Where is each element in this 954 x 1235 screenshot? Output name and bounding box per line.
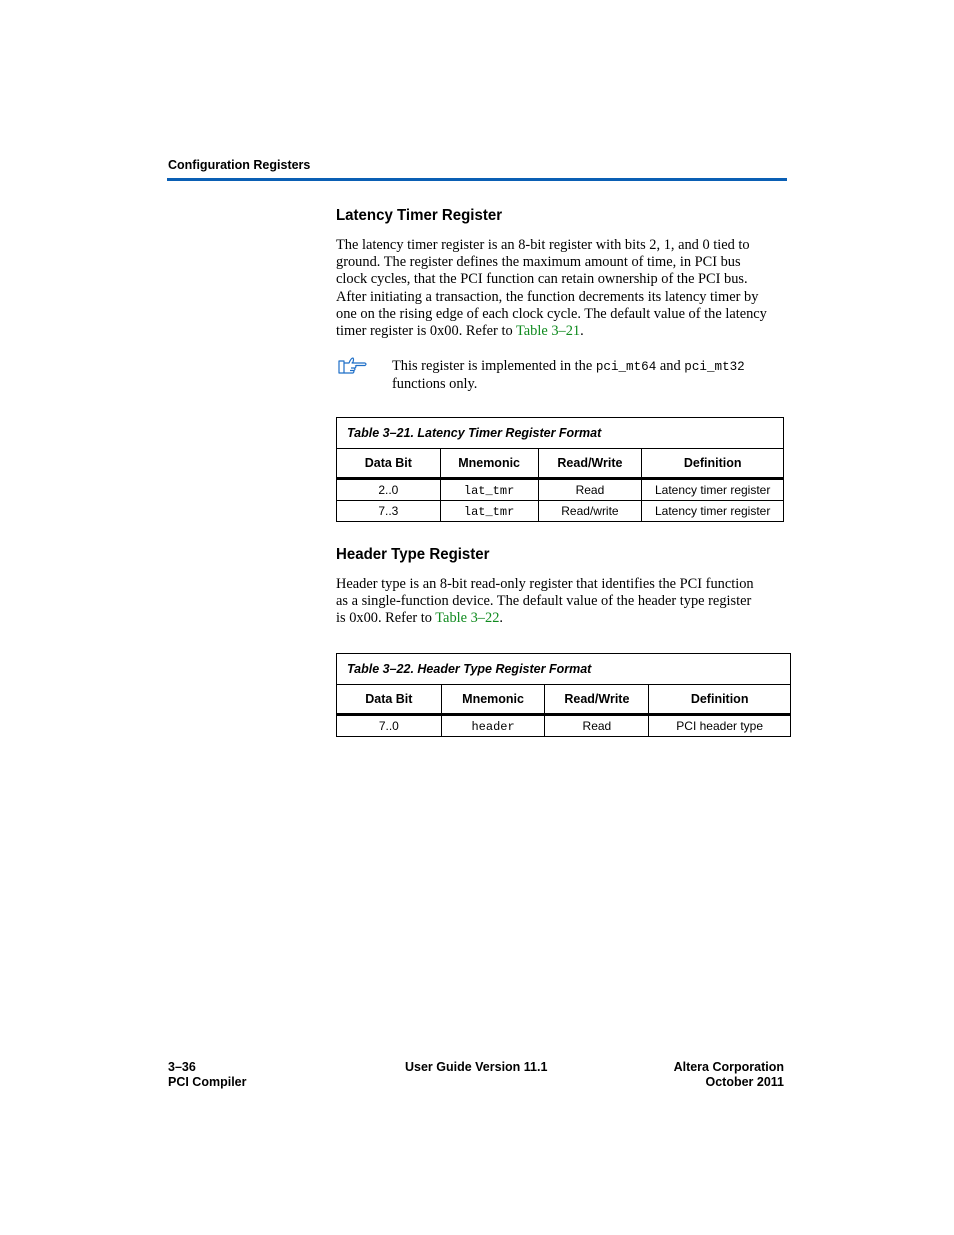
header-rule xyxy=(167,178,787,181)
code-pci-mt64: pci_mt64 xyxy=(595,360,657,374)
publication-date: October 2011 xyxy=(705,1075,784,1089)
table-cell: Read/write xyxy=(538,501,642,522)
note-text: This register is implemented in the pci_mt64 and pci_mt32 functions only. xyxy=(392,358,745,393)
paragraph-line: is 0x00. Refer to Table 3–22. xyxy=(336,610,504,627)
table-cell: header xyxy=(441,715,545,737)
table-header-row xyxy=(337,685,791,715)
table-row xyxy=(337,715,791,737)
paragraph-line: ground. The register defines the maximum amount of time, in PCI bus xyxy=(336,254,741,271)
code-pci-mt32: pci_mt32 xyxy=(684,360,745,374)
table-cell: PCI header type xyxy=(649,715,791,737)
table-cell: lat_tmr xyxy=(440,501,538,522)
table-row xyxy=(337,479,784,501)
footer-right xyxy=(604,1060,784,1090)
column-header: Definition xyxy=(642,449,784,479)
page-number: 3–36 xyxy=(168,1060,196,1074)
paragraph-line: After initiating a transaction, the function decrements its latency timer by xyxy=(336,288,759,305)
header-type-table xyxy=(336,653,791,737)
column-header: Definition xyxy=(649,685,791,715)
column-header: Mnemonic xyxy=(441,685,545,715)
table-cell: Latency timer register xyxy=(642,501,784,522)
table-caption: Table 3–21. Latency Timer Register Format xyxy=(337,418,784,449)
latency-timer-table xyxy=(336,417,784,522)
paragraph-line: timer register is 0x00. Refer to Table 3–21. xyxy=(336,322,584,339)
section-heading-header-type: Header Type Register xyxy=(336,546,490,563)
column-header: Mnemonic xyxy=(440,449,538,479)
column-header: Read/Write xyxy=(545,685,649,715)
table-row xyxy=(337,501,784,522)
product-name: PCI Compiler xyxy=(168,1075,247,1089)
table-3-21-link[interactable]: Table 3–21 xyxy=(515,322,581,339)
latency-timer-paragraph xyxy=(336,237,786,340)
footer-left xyxy=(168,1060,247,1090)
paragraph-line: Header type is an 8-bit read-only register that identifies the PCI function xyxy=(336,576,754,592)
table-caption: Table 3–22. Header Type Register Format xyxy=(337,654,791,685)
company-name: Altera Corporation xyxy=(673,1060,784,1074)
table-3-22-link[interactable]: Table 3–22 xyxy=(435,610,500,627)
pointing-hand-icon xyxy=(338,356,368,376)
paragraph-line: as a single-function device. The default value of the header type register xyxy=(336,593,752,610)
table-cell: 7..0 xyxy=(337,715,442,737)
table-header-row xyxy=(337,449,784,479)
section-heading-latency-timer: Latency Timer Register xyxy=(336,207,503,224)
table-cell: 7..3 xyxy=(337,501,441,522)
header-type-paragraph xyxy=(336,576,786,628)
column-header: Data Bit xyxy=(337,685,442,715)
footer-version: User Guide Version 11.1 xyxy=(405,1060,548,1074)
column-header: Data Bit xyxy=(337,449,441,479)
running-header: Configuration Registers xyxy=(168,158,311,172)
column-header: Read/Write xyxy=(538,449,642,479)
table-cell: 2..0 xyxy=(337,479,441,501)
paragraph-line: one on the rising edge of each clock cycle. The default value of the latency xyxy=(336,305,767,322)
table-cell: lat_tmr xyxy=(440,479,538,501)
paragraph-line: clock cycles, that the PCI function can retain ownership of the PCI bus. xyxy=(336,271,748,288)
table-cell: Latency timer register xyxy=(642,479,784,501)
paragraph-line: The latency timer register is an 8-bit register with bits 2, 1, and 0 tied to xyxy=(336,237,750,253)
table-cell: Read xyxy=(538,479,642,501)
table-cell: Read xyxy=(545,715,649,737)
